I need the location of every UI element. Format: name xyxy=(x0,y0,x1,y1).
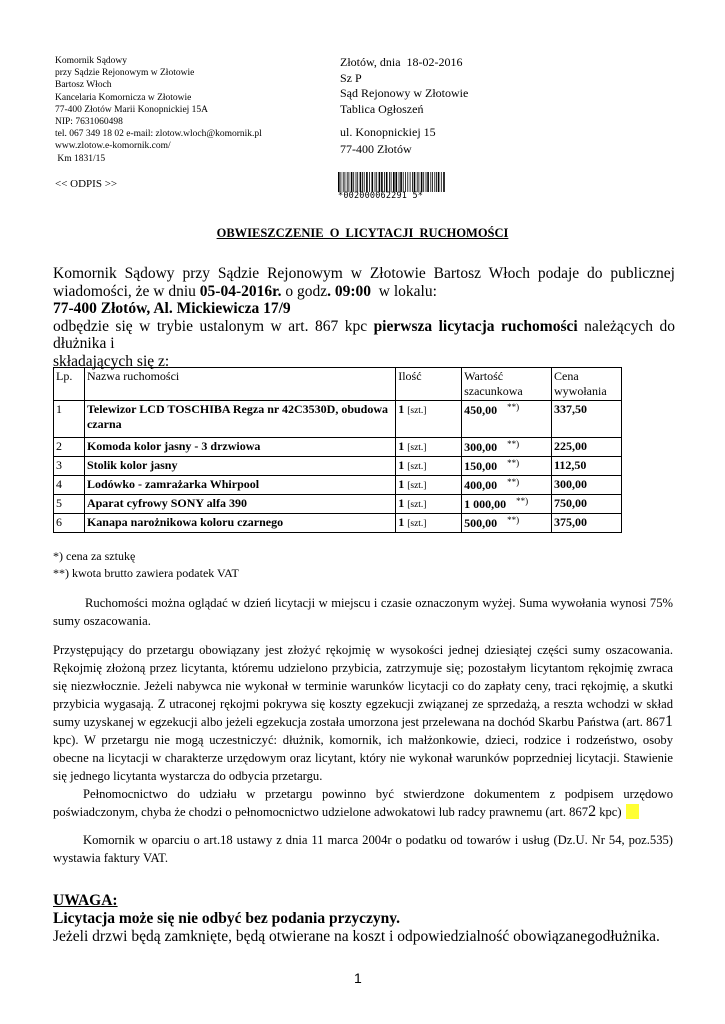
barcode-bar xyxy=(426,172,427,192)
table-row xyxy=(54,514,622,533)
row-name-text: Komoda kolor jasny - 3 drzwiowa xyxy=(86,439,261,453)
row-value xyxy=(462,476,552,495)
row-price xyxy=(552,401,622,438)
row-name-text: Stolik kolor jasny xyxy=(86,458,178,472)
sender-line: Kancelaria Komornicza w Złotowie xyxy=(55,92,192,103)
barcode-bar xyxy=(427,172,429,192)
col-header-value-2: szacunkowa xyxy=(464,384,523,398)
warning-section xyxy=(53,892,660,946)
row-price xyxy=(552,514,622,533)
col-header-qty: Ilość xyxy=(396,368,462,401)
row-qty-value: 1 xyxy=(398,458,405,472)
row-qty xyxy=(396,514,462,533)
sender-line: przy Sądzie Rejonowym w Złotowie xyxy=(55,68,195,79)
sender-line: 77-400 Złotów Marii Konopnickiej 15A xyxy=(55,104,209,115)
barcode-bar xyxy=(384,172,385,192)
article-superscript: 1 xyxy=(665,713,673,730)
row-value-mark: **) xyxy=(507,515,520,525)
barcode-bar xyxy=(403,172,404,192)
row-name-text: Aparat cyfrowy SONY alfa 390 xyxy=(86,496,247,510)
col-header-price xyxy=(552,368,622,401)
row-unit: [szt.] xyxy=(407,519,427,529)
barcode-bar xyxy=(389,172,390,192)
barcode-bar xyxy=(419,172,420,192)
terms-paragraph-viewing: Ruchomości można oglądać w dzień licytacji w miejscu i czasie oznaczonym wyżej. Suma wywołania wynosi 75% sumy oszacowania. xyxy=(53,596,673,628)
intro-text: o godz xyxy=(281,282,328,300)
row-unit: [szt.] xyxy=(407,406,427,416)
barcode-bar xyxy=(414,172,416,192)
row-price-amount: 300,00 xyxy=(554,477,587,491)
row-name-text-2: czarna xyxy=(86,417,122,431)
article-superscript: 2 xyxy=(588,803,597,820)
sender-line: www.zlotow.e-komornik.com/ xyxy=(55,141,171,152)
row-value-mark: **) xyxy=(507,458,520,468)
barcode-bar xyxy=(412,172,413,192)
sender-block xyxy=(55,55,262,165)
row-value xyxy=(462,438,552,457)
terms-section xyxy=(53,594,673,867)
row-name xyxy=(84,438,395,457)
barcode-bar xyxy=(417,172,418,192)
table-header-row xyxy=(54,368,622,401)
footnote-1: *) cena za sztukę xyxy=(53,549,136,563)
row-lp: 3 xyxy=(54,457,85,476)
row-value xyxy=(462,514,552,533)
barcode-bar xyxy=(349,172,350,192)
row-lp: 2 xyxy=(54,438,85,457)
warning-title: UWAGA: xyxy=(53,892,118,909)
row-value-amount: 300,00 xyxy=(464,440,498,454)
row-qty xyxy=(396,476,462,495)
row-price-amount: 225,00 xyxy=(554,439,587,453)
row-unit: [szt.] xyxy=(407,462,427,472)
address-street: ul. Konopnickiej 15 xyxy=(340,125,436,139)
row-name xyxy=(84,401,395,438)
intro-paragraph xyxy=(53,265,675,370)
col-header-price-1: Cena xyxy=(554,369,579,383)
row-name xyxy=(84,457,395,476)
row-value xyxy=(462,457,552,476)
col-header-price-2: wywołania xyxy=(554,384,607,398)
barcode-bar xyxy=(357,172,358,192)
barcode-bar xyxy=(430,172,431,192)
barcode-bar xyxy=(379,172,381,192)
intro-line-1: Komornik Sądowy przy Sądzie Rejonowym w Złotowie Bartosz Włoch podaje do publicznej xyxy=(53,265,675,282)
col-header-value xyxy=(462,368,552,401)
row-name-text: Telewizor LCD TOSCHIBA Regza nr 42C3530D, obudowa xyxy=(86,402,389,416)
terms-text: kpc). W przetargu nie mogą uczestniczyć: dłużnik, komornik, ich małżonkowie, dzieci, rodzice i rodzeństwo, osoby obecne na licytacji w charakterze urzędowym oraz licytant, który nie wykonał warunków poprzedniej licytacji. Stawienie się jednego licytanta wystarcza do odbycia przetargu. xyxy=(53,733,673,783)
row-value xyxy=(462,401,552,438)
row-name-text: Kanapa narożnikowa koloru czarnego xyxy=(86,515,284,529)
barcode-bar xyxy=(386,172,388,192)
terms-paragraph-vat: Komornik w oparciu o art.18 ustawy z dnia 11 marca 2004r o podatku od towarów i usług (Dz.U. Nr 54, poz.535) wystawia faktury VAT. xyxy=(53,833,673,865)
row-qty xyxy=(396,495,462,514)
table-row xyxy=(54,457,622,476)
recipient-court: Sąd Rejonowy w Złotowie xyxy=(340,86,469,100)
intro-line-5: składających się z: xyxy=(53,352,170,370)
barcode-bar xyxy=(372,172,374,192)
barcode-bars xyxy=(338,172,446,192)
barcode xyxy=(338,172,446,201)
barcode-bar xyxy=(351,172,353,192)
page-title: OBWIESZCZENIE O LICYTACJI RUCHOMOŚCI xyxy=(216,226,509,240)
barcode-bar xyxy=(432,172,433,192)
row-value-mark: **) xyxy=(516,496,529,506)
auction-time: . 09:00 xyxy=(327,282,372,300)
warning-bold-line: Licytacja może się nie odbyć bez podania przyczyny. xyxy=(53,910,400,927)
row-qty-value: 1 xyxy=(398,439,405,453)
intro-text: w lokalu: xyxy=(371,282,437,300)
highlight-mark xyxy=(626,804,639,819)
row-value-mark: **) xyxy=(507,402,520,412)
row-qty-value: 1 xyxy=(398,402,405,416)
barcode-bar xyxy=(356,172,357,192)
row-price xyxy=(552,476,622,495)
row-qty-value: 1 xyxy=(398,477,405,491)
items-table xyxy=(53,367,622,533)
sender-line: Bartosz Włoch xyxy=(55,80,112,91)
row-price xyxy=(552,495,622,514)
sender-line: NIP: 7631060498 xyxy=(55,117,123,128)
sender-line: Komornik Sądowy xyxy=(55,56,128,66)
barcode-bar xyxy=(375,172,376,192)
barcode-bar xyxy=(438,172,440,192)
intro-text: odbędzie się w trybie ustalonym w art. 867 kpc xyxy=(53,317,374,335)
table-row xyxy=(54,476,622,495)
barcode-bar xyxy=(343,172,344,192)
row-qty xyxy=(396,438,462,457)
auction-location: 77-400 Złotów, Al. Mickiewicza 17/9 xyxy=(53,300,291,317)
barcode-bar xyxy=(443,172,445,192)
row-qty xyxy=(396,457,462,476)
barcode-bar xyxy=(399,172,400,192)
row-lp: 6 xyxy=(54,514,85,533)
row-value-amount: 150,00 xyxy=(464,459,498,473)
row-value-amount: 500,00 xyxy=(464,516,498,530)
row-value xyxy=(462,495,552,514)
intro-text: wiadomości, że w dniu xyxy=(53,282,200,300)
barcode-bar xyxy=(353,172,354,192)
page-number: 1 xyxy=(354,970,362,986)
copy-marker: << ODPIS >> xyxy=(55,178,118,190)
row-value-amount: 1 000,00 xyxy=(464,497,507,511)
row-name-text: Lodówko - zamrażarka Whirpool xyxy=(86,477,260,491)
barcode-bar xyxy=(376,172,377,192)
row-value-mark: **) xyxy=(507,439,520,449)
barcode-bar xyxy=(423,172,424,192)
row-unit: [szt.] xyxy=(407,481,427,491)
recipient-address xyxy=(340,124,436,158)
footnotes xyxy=(53,548,239,582)
row-price-amount: 750,00 xyxy=(554,496,587,510)
row-qty xyxy=(396,401,462,438)
row-lp: 1 xyxy=(54,401,85,438)
intro-line-2 xyxy=(53,283,675,301)
intro-text: należących do dłużnika i xyxy=(53,317,675,352)
row-value-amount: 400,00 xyxy=(464,478,498,492)
recipient-ref: Sz P xyxy=(340,70,362,85)
auction-date: 05-04-2016r. xyxy=(199,282,282,300)
barcode-bar xyxy=(366,172,368,192)
row-price-amount: 337,50 xyxy=(554,402,587,416)
row-lp: 4 xyxy=(54,476,85,495)
barcode-bar xyxy=(407,172,408,192)
barcode-bar xyxy=(347,172,348,192)
row-value-amount: 450,00 xyxy=(464,403,498,417)
barcode-bar xyxy=(436,172,437,192)
row-qty-value: 1 xyxy=(398,496,405,510)
barcode-bar xyxy=(338,172,340,192)
table-row xyxy=(54,401,622,438)
col-header-lp: Lp. xyxy=(54,368,85,401)
barcode-bar xyxy=(360,172,362,192)
auction-type: pierwsza licytacja ruchomości xyxy=(373,317,578,335)
terms-paragraph-deposit xyxy=(53,641,673,785)
barcode-bar xyxy=(393,172,395,192)
col-header-name: Nazwa ruchomości xyxy=(84,368,395,401)
barcode-bar xyxy=(400,172,402,192)
terms-text: kpc) xyxy=(596,805,622,819)
warning-line: Jeżeli drzwi będą zamknięte, będą otwierane na koszt i odpowiedzialność obowiązanegodłużnika. xyxy=(53,928,660,945)
row-name xyxy=(84,514,395,533)
barcode-bar xyxy=(369,172,370,192)
table-row xyxy=(54,438,622,457)
barcode-bar xyxy=(434,172,435,192)
barcode-bar xyxy=(421,172,423,192)
recipient-block xyxy=(340,55,468,117)
row-price xyxy=(552,457,622,476)
terms-text: Pełnomocnictwo do udziału w przetargu powinno być stwierdzone dokumentem z podpisem urzędowo poświadczonym, chyba że chodzi o pełnomocnictwo udzielone adwokatowi lub radcy prawnemu (art. 867 xyxy=(53,787,673,819)
barcode-bar xyxy=(405,172,406,192)
row-price xyxy=(552,438,622,457)
barcode-number: *002000062291 5* xyxy=(338,191,424,201)
row-price-amount: 112,50 xyxy=(554,458,587,472)
barcode-bar xyxy=(345,172,346,192)
barcode-bar xyxy=(396,172,398,192)
row-name xyxy=(84,495,395,514)
barcode-bar xyxy=(341,172,342,192)
sender-line: tel. 067 349 18 02 e-mail: zlotow.wloch@komornik.pl xyxy=(55,129,262,140)
row-unit: [szt.] xyxy=(407,443,427,453)
case-number: Km 1831/15 xyxy=(55,153,106,164)
row-lp: 5 xyxy=(54,495,85,514)
date-line: Złotów, dnia 18-02-2016 xyxy=(340,55,463,69)
barcode-bar xyxy=(364,172,365,192)
row-price-amount: 375,00 xyxy=(554,515,587,529)
barcode-bar xyxy=(410,172,411,192)
footnote-2: **) kwota brutto zawiera podatek VAT xyxy=(53,566,239,580)
terms-text: Przystępujący do przetargu obowiązany jest złożyć rękojmię w wysokości jednej dziesiątej części sumy oszacowania. Rękojmię złożoną przez licytanta, któremu udzielono przybicia, zatrzymuje się; pozostałym licytantom rękojmię zwraca się niezwłocznie. Jeżeli nabywca nie wykonał w terminie warunków licytacji co do zapłaty ceny, traci rękojmię, a skutki przybicia wygasają. Z utraconej rękojmi pokrywa się koszty egzekucji związanej ze sprzedażą, a reszta wchodzi w skład sumy uzyskanej w egzekucji albo jeżeli egzekucja została umorzona jest przelewana na dochód Skarbu Państwa (art. 867 xyxy=(53,643,673,729)
barcode-bar xyxy=(441,172,442,192)
terms-paragraph-proxy xyxy=(53,785,673,821)
row-value-mark: **) xyxy=(507,477,520,487)
address-city: 77-400 Złotów xyxy=(340,142,412,156)
barcode-bar xyxy=(391,172,392,192)
intro-line-4 xyxy=(53,318,675,353)
barcode-bar xyxy=(362,172,363,192)
barcode-bar xyxy=(381,172,383,192)
recipient-board: Tablica Ogłoszeń xyxy=(340,101,424,116)
col-header-value-1: Wartość xyxy=(464,369,504,383)
row-unit: [szt.] xyxy=(407,500,427,510)
row-name xyxy=(84,476,395,495)
row-qty-value: 1 xyxy=(398,515,405,529)
table-row xyxy=(54,495,622,514)
